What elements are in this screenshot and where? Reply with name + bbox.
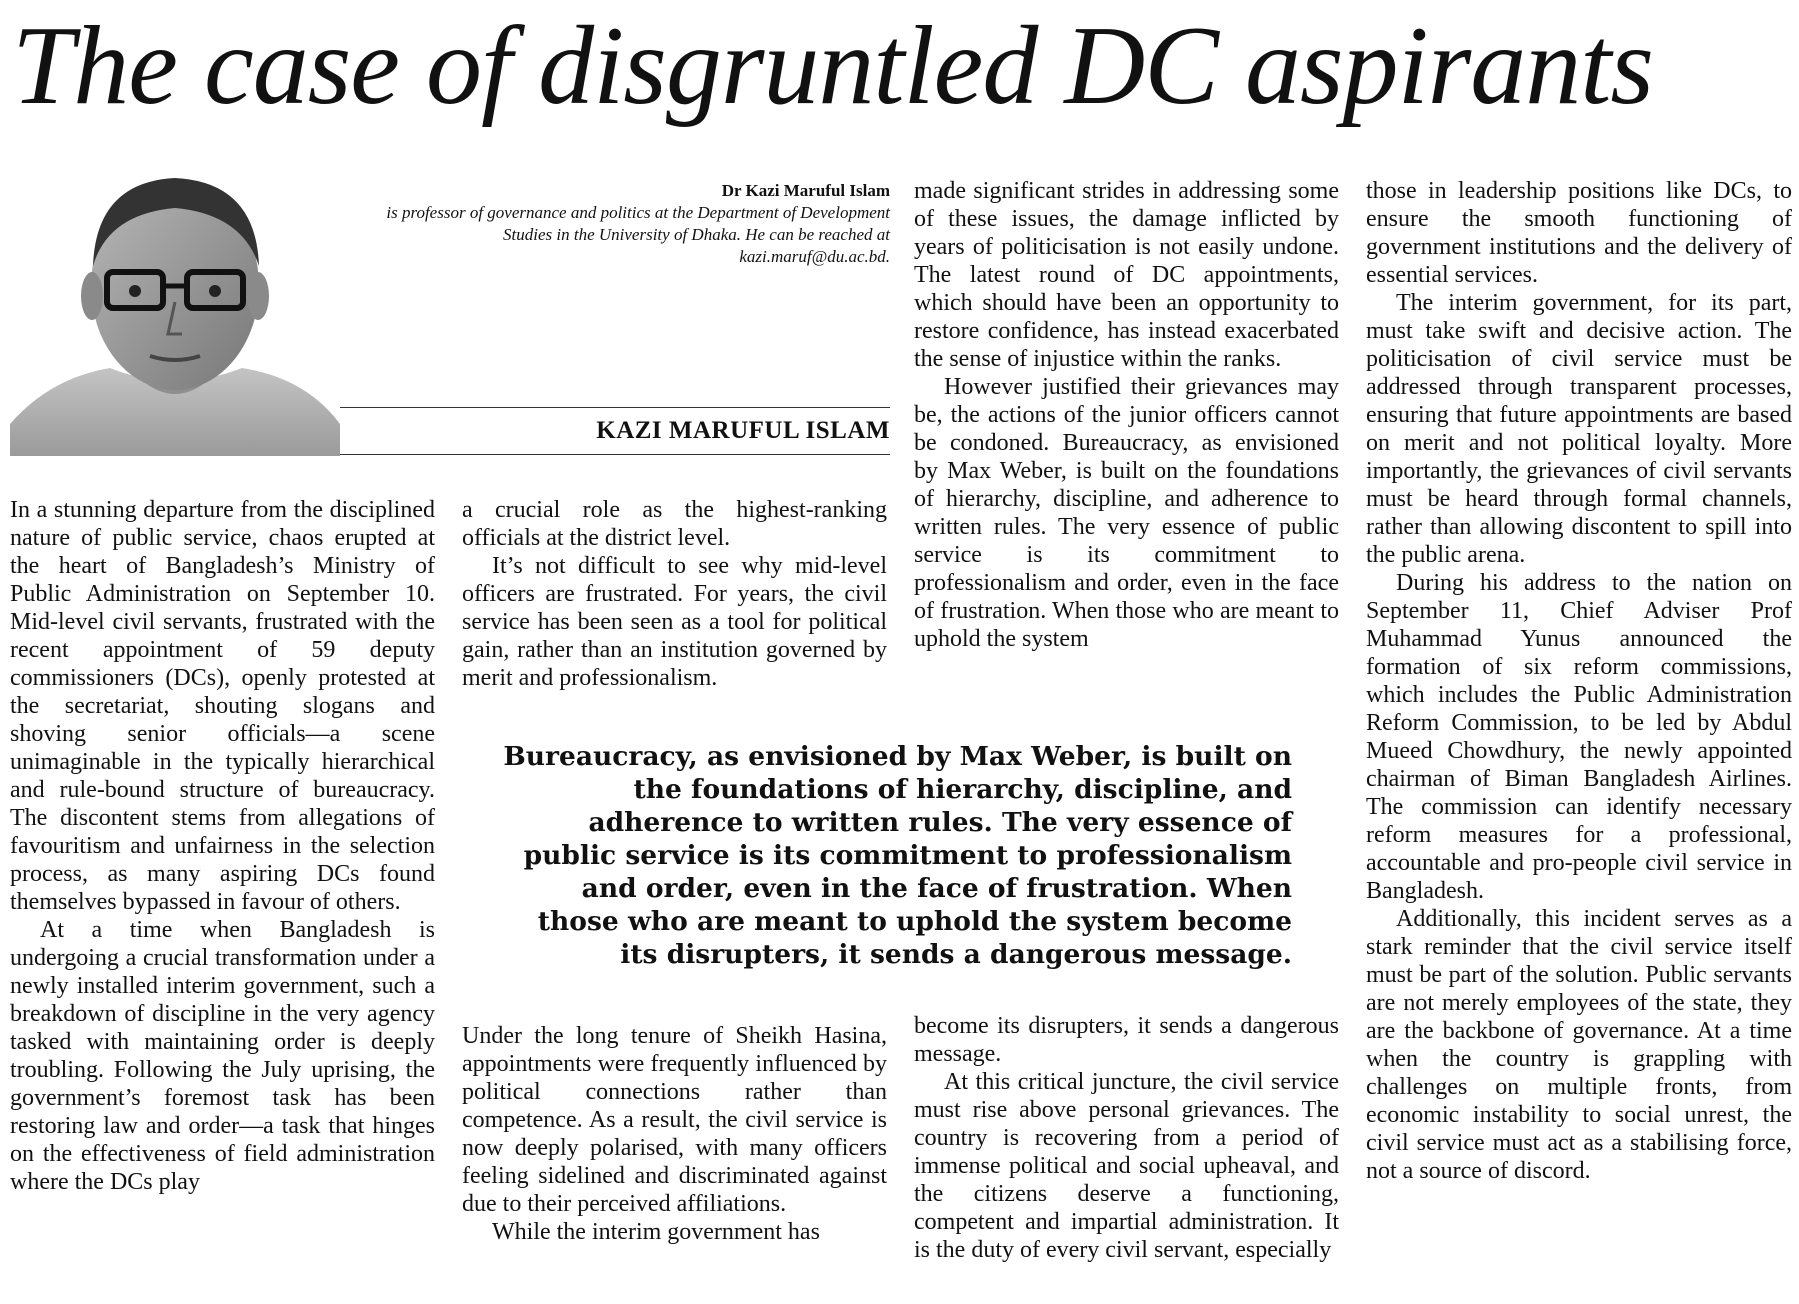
paragraph: a crucial role as the highest-ranking officials at the district level.	[462, 497, 887, 551]
column-2-top	[462, 496, 887, 692]
paragraph: become its disrupters, it sends a dangerous message.	[914, 1013, 1339, 1067]
paragraph: made significant strides in addressing some of these issues, the damage inflicted by years of politicisation is not easily undone. The latest round of DC appointments, which should have been an opportunity to restore confidence, has instead exacerbated the sense of injustice within the ranks.	[914, 178, 1339, 372]
paragraph: The interim government, for its part, must take swift and decisive action. The politicisation of civil service must be addressed through transparent processes, ensuring that future appointments are based on merit and not political loyalty. More importantly, the grievances of civil servants must be heard through formal channels, rather than allowing discontent to spill into the public arena.	[1366, 290, 1792, 568]
author-bio-text: is professor of governance and politics at the Department of Development Studies in the University of Dhaka. He can be reached at kazi.maruf@du.ac.bd.	[386, 203, 890, 266]
paragraph: During his address to the nation on September 11, Chief Adviser Prof Muhammad Yunus announced the formation of six reform commissions, which includes the Public Administration Reform Commission, to be led by Abdul Mueed Chowdhury, the newly appointed chairman of Biman Bangladesh Airlines. The commission can identify necessary reform measures for a professional, accountable and pro-people civil service in Bangladesh.	[1366, 570, 1792, 904]
author-bio	[380, 180, 890, 268]
column-4	[1366, 177, 1792, 1185]
column-2-bottom	[462, 1022, 887, 1246]
paragraph: In a stunning departure from the disciplined nature of public service, chaos erupted at the heart of Bangladesh’s Ministry of Public Administration on September 10. Mid-level civil servants, frustrated with the recent appointment of 59 deputy commissioners (DCs), openly protested at the secretariat, shouting slogans and shoving senior officials—a scene unimaginable in the typically hierarchical and rule-bound structure of bureaucracy. The discontent stems from allegations of favouritism and unfairness in the selection process, as many aspiring DCs found themselves bypassed in favour of others.	[10, 497, 435, 915]
pull-quote: Bureaucracy, as envisioned by Max Weber, is built on the foundations of hierarchy, discipline, and adherence to written rules. The very essence of public service is its commitment to professionalism and order, even in the face of frustration. When those who are meant to uphold the system become its disrupters, it sends a dangerous message.	[503, 741, 1292, 970]
paragraph: It’s not difficult to see why mid-level officers are frustrated. For years, the civil service has been seen as a tool for political gain, rather than an institution governed by merit and professionalism.	[462, 553, 887, 691]
author-portrait	[10, 156, 340, 456]
paragraph: Additionally, this incident serves as a stark reminder that the civil service itself must be part of the solution. Public servants are not merely employees of the state, they are the backbone of governance. At a time when the country is grappling with challenges on multiple fronts, from economic instability to social unrest, the civil service must act as a stabilising force, not a source of discord.	[1366, 906, 1792, 1184]
byline-top-rule	[340, 407, 890, 408]
paragraph: Under the long tenure of Sheikh Hasina, appointments were frequently influenced by political connections rather than competence. As a result, the civil service is now deeply polarised, with many officers feeling sidelined and discriminated against due to their perceived affiliations.	[462, 1023, 887, 1217]
author-name: Dr Kazi Maruful Islam	[721, 181, 890, 200]
paragraph: At this critical juncture, the civil service must rise above personal grievances. The country is recovering from a period of immense political and social upheaval, and the citizens deserve a functioning, competent and impartial administration. It is the duty of every civil servant, especially	[914, 1069, 1339, 1263]
paragraph: However justified their grievances may be, the actions of the junior officers cannot be condoned. Bureaucracy, as envisioned by Max Weber, is built on the foundations of hierarchy, discipline, and adherence to written rules. The very essence of public service is its commitment to professionalism and order, even in the face of frustration. When those who are meant to uphold the system	[914, 374, 1339, 652]
column-1	[10, 496, 435, 1196]
headline: The case of disgruntled DC aspirants	[12, 4, 1653, 128]
paragraph: At a time when Bangladesh is undergoing a crucial transformation under a newly installed interim government, such a breakdown of discipline in the very agency tasked with maintaining order is deeply troubling. Following the July uprising, the government’s foremost task has been restoring law and order—a task that hinges on the effectiveness of field administration where the DCs play	[10, 917, 435, 1195]
byline-bottom-rule	[340, 454, 890, 455]
byline: KAZI MARUFUL ISLAM	[596, 417, 890, 444]
column-3-top	[914, 177, 1339, 653]
paragraph: While the interim government has	[492, 1219, 820, 1245]
paragraph: those in leadership positions like DCs, to ensure the smooth functioning of government institutions and the delivery of essential services.	[1366, 178, 1792, 288]
column-3-bottom	[914, 1012, 1339, 1264]
